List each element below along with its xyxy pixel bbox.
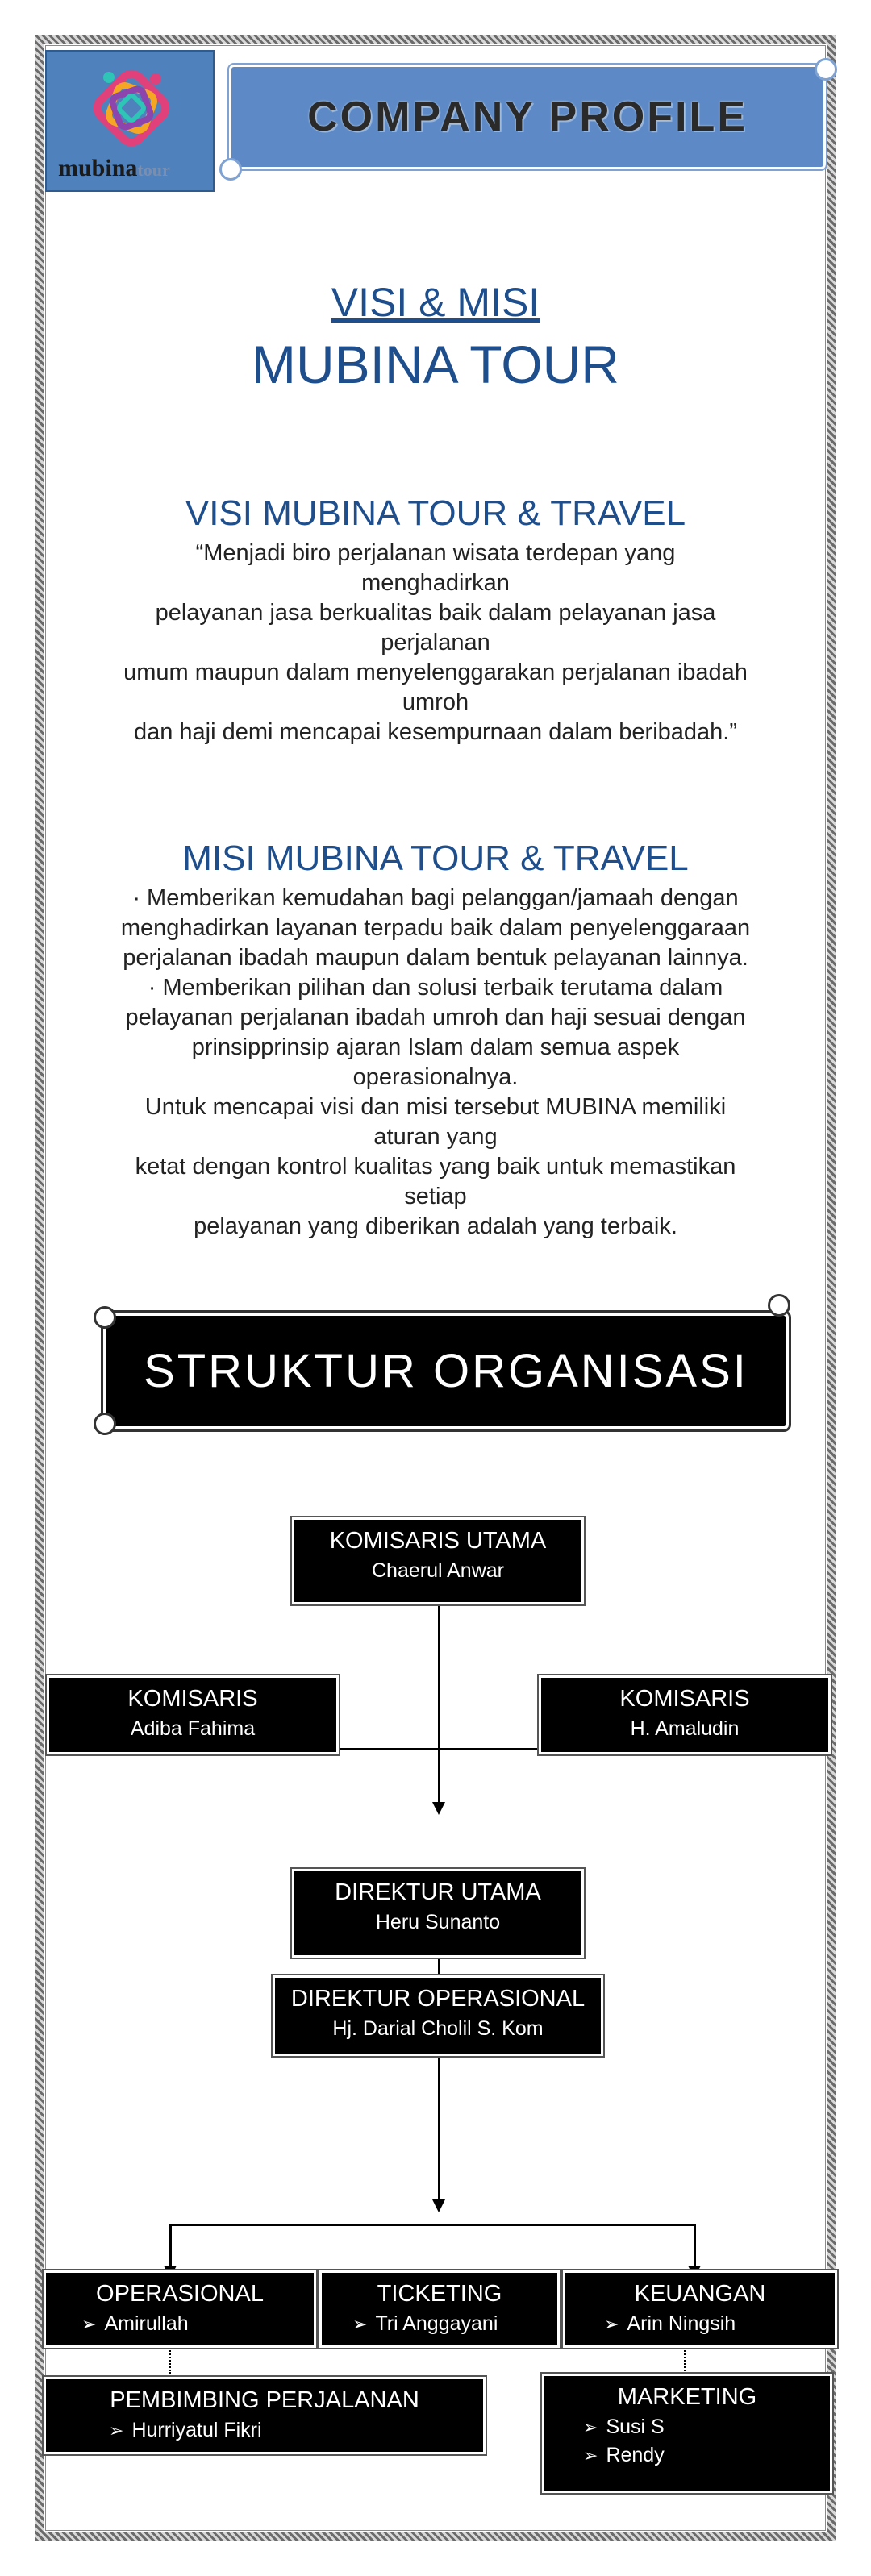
org-box-marketing	[542, 2374, 832, 2493]
scroll-curl-icon	[815, 58, 837, 81]
misi-line: perjalanan ibadah maupun dalam bentuk pelayanan lainnya.	[123, 945, 748, 971]
org-box-komisaris-right	[539, 1675, 831, 1754]
org-box-title: OPERASIONAL	[96, 2281, 264, 2307]
misi-title: MISI MUBINA TOUR & TRAVEL	[182, 839, 689, 878]
org-member: ➢ Arin Ningsih	[604, 2312, 736, 2335]
connector-line	[169, 2224, 695, 2226]
visi-line: “Menjadi biro perjalanan wisata terdepan yang	[195, 540, 676, 566]
org-member: ➢ Rendy	[583, 2444, 665, 2466]
org-member: ➢ Tri Anggayani	[352, 2312, 498, 2335]
arrowhead-icon	[432, 2199, 445, 2212]
struktur-organisasi-banner	[103, 1313, 789, 1429]
org-box-name: Chaerul Anwar	[372, 1559, 504, 1582]
section-heading-visi-misi: VISI & MISI	[331, 280, 540, 325]
org-box-ticketing	[319, 2270, 560, 2348]
visi-line: dan haji demi mencapai kesempurnaan dalam beribadah.”	[133, 719, 737, 745]
org-box-title: PEMBIMBING PERJALANAN	[110, 2387, 419, 2413]
misi-line: Untuk mencapai visi dan misi tersebut MUBINA memiliki	[144, 1094, 727, 1120]
logo-wordmark: mubinatour	[58, 155, 170, 181]
visi-line: perjalanan	[381, 630, 490, 655]
org-box-name: Hj. Darial Cholil S. Kom	[332, 2017, 544, 2040]
misi-line: aturan yang	[373, 1124, 498, 1150]
org-box-title: DIREKTUR OPERASIONAL	[290, 1986, 586, 2012]
logo-emblem-icon	[71, 60, 192, 156]
banner-title: COMPANY PROFILE	[307, 94, 748, 140]
org-member: ➢ Amirullah	[81, 2312, 189, 2335]
arrowhead-icon	[432, 1802, 445, 1815]
section-subheading-mubina: MUBINA TOUR	[252, 335, 619, 394]
connector-line	[337, 1748, 540, 1750]
misi-line: · Memberikan kemudahan bagi pelanggan/jamaah dengan	[132, 885, 739, 911]
org-box-operasional	[44, 2270, 316, 2348]
org-box-title: KEUANGAN	[634, 2281, 766, 2307]
org-box-direktur-operasional	[273, 1975, 603, 2056]
misi-text	[0, 884, 871, 1242]
org-box-title: KOMISARIS UTAMA	[329, 1528, 547, 1554]
bullet-arrow-icon: ➢	[583, 2417, 598, 2437]
misi-line: · Memberikan pilihan dan solusi terbaik terutama dalam	[148, 975, 723, 1001]
scroll-curl-icon	[94, 1306, 116, 1329]
scroll-curl-icon	[94, 1413, 116, 1435]
misi-line: pelayanan perjalanan ibadah umroh dan haji sesuai dengan	[125, 1005, 746, 1030]
bullet-arrow-icon: ➢	[583, 2445, 598, 2466]
dotted-connector	[684, 2345, 686, 2374]
org-member: ➢ Susi S	[583, 2416, 665, 2438]
org-box-title: KOMISARIS	[127, 1686, 258, 1712]
struktur-title: STRUKTUR ORGANISASI	[144, 1345, 748, 1397]
company-profile-banner	[229, 65, 826, 169]
connector-line	[438, 2054, 440, 2199]
org-box-name: Heru Sunanto	[375, 1911, 501, 1933]
bullet-arrow-icon: ➢	[81, 2314, 97, 2334]
misi-line: setiap	[404, 1184, 467, 1209]
company-logo	[45, 50, 215, 192]
org-box-keuangan	[563, 2270, 837, 2348]
bullet-arrow-icon: ➢	[604, 2314, 619, 2334]
dotted-connector	[169, 2345, 171, 2374]
scroll-curl-icon	[219, 158, 242, 181]
visi-line: umroh	[402, 689, 469, 715]
visi-line: menghadirkan	[361, 570, 510, 596]
org-box-title: DIREKTUR UTAMA	[335, 1879, 541, 1905]
connector-line	[438, 1958, 440, 1977]
connector-line	[438, 1604, 440, 1804]
scroll-curl-icon	[768, 1294, 790, 1317]
visi-line: pelayanan jasa berkualitas baik dalam pelayanan jasa	[155, 600, 716, 626]
misi-line: menghadirkan layanan terpadu baik dalam penyelenggaraan	[120, 915, 751, 941]
misi-line: operasionalnya.	[352, 1064, 519, 1090]
misi-line: ketat dengan kontrol kualitas yang baik untuk memastikan	[135, 1154, 736, 1180]
page-inner-border	[45, 45, 826, 2531]
org-box-title: KOMISARIS	[619, 1686, 750, 1712]
org-box-komisaris-utama	[292, 1517, 584, 1604]
bullet-arrow-icon: ➢	[352, 2314, 368, 2334]
org-box-title: MARKETING	[617, 2384, 757, 2410]
connector-line	[169, 2224, 172, 2272]
visi-line: umum maupun dalam menyelenggarakan perjalanan ibadah	[123, 660, 748, 685]
visi-title: VISI MUBINA TOUR & TRAVEL	[185, 493, 686, 533]
org-box-komisaris-left	[47, 1675, 339, 1754]
org-box-title: TICKETING	[377, 2281, 502, 2307]
connector-line	[694, 2224, 696, 2272]
org-member: ➢ Hurriyatul Fikri	[109, 2419, 262, 2441]
misi-line: pelayanan yang diberikan adalah yang terbaik.	[194, 1213, 677, 1239]
org-box-pembimbing-perjalanan	[44, 2377, 486, 2454]
visi-text	[0, 539, 871, 747]
org-box-name: H. Amaludin	[630, 1717, 740, 1740]
misi-line: prinsipprinsip ajaran Islam dalam semua aspek	[191, 1034, 680, 1060]
bullet-arrow-icon: ➢	[109, 2420, 124, 2441]
org-box-name: Adiba Fahima	[130, 1717, 256, 1740]
org-box-direktur-utama	[292, 1869, 584, 1958]
